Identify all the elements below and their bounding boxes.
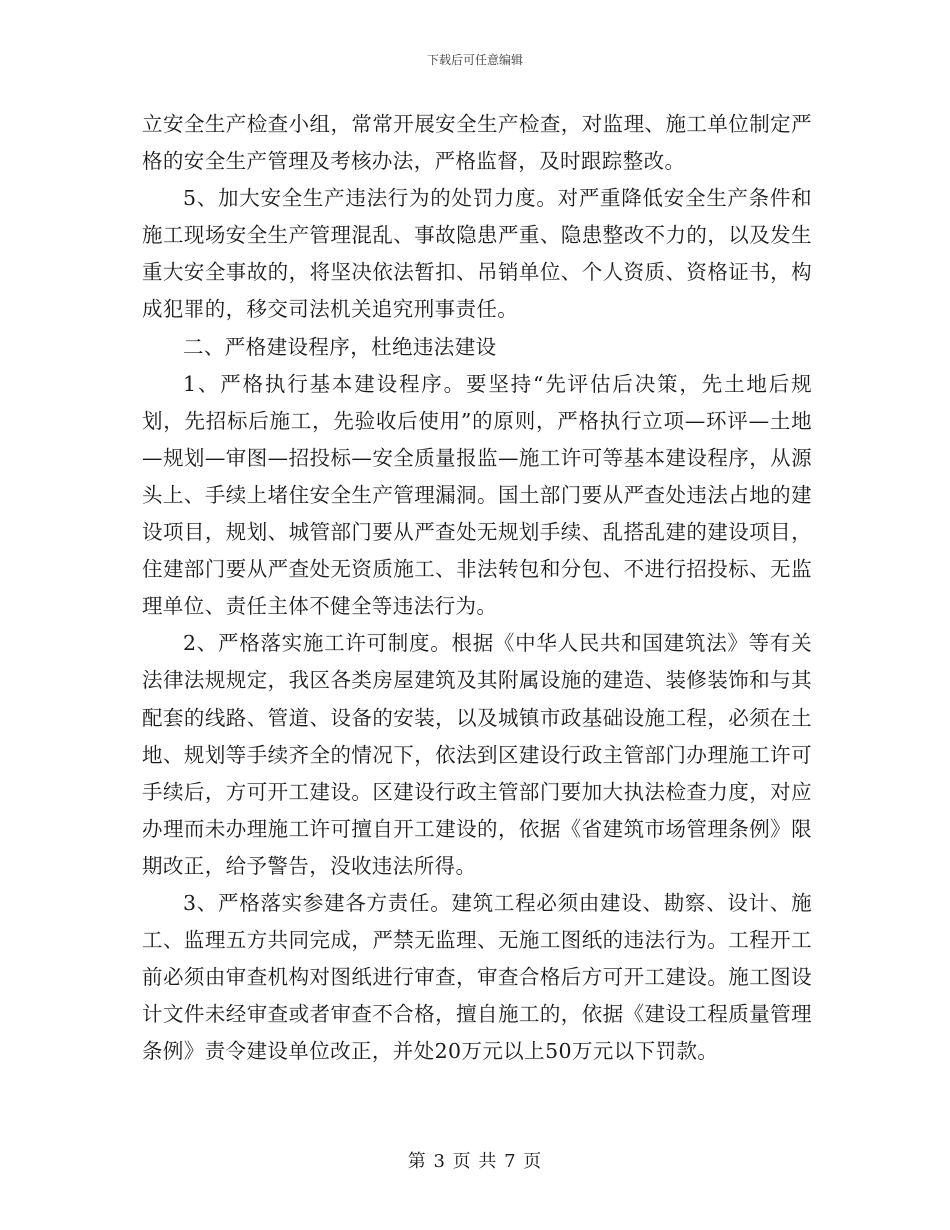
total-page-count: 7 <box>504 1151 517 1172</box>
footer-suffix: 页 <box>523 1151 543 1172</box>
footer-prefix: 第 <box>407 1151 427 1172</box>
paragraph-item-3: 3、严格落实参建各方责任。建筑工程必须由建设、勘察、设计、施工、监理五方共同完成，严禁无监理、无施工图纸的违法行为。工程开工前必须由审查机构对图纸进行审查，审查合格后方可开工建设。施工图设计文件未经审查或者审查不合格，擅自施工的，依据《建设工程质量管理条例》责令建设单位改正，并处20万元以上50万元以下罚款。 <box>142 890 812 1064</box>
document-body <box>142 106 812 1070</box>
header-text: 下载后可任意编辑 <box>426 53 523 67</box>
page-header <box>0 52 950 68</box>
paragraph-continuation: 立安全生产检查小组，常常开展安全生产检查，对监理、施工单位制定严格的安全生产管理及考核办法，严格监督，及时跟踪整改。 <box>142 112 812 174</box>
current-page-number: 3 <box>433 1151 446 1172</box>
paragraph-item-1: 1、严格执行基本建设程序。要坚持“先评估后决策，先土地后规划，先招标后施工，先验收后使用”的原则，严格执行立项—环评—土地—规划—审图—招投标—安全质量报监—施工许可等基本建设程序，从源头上、手续上堵住安全生产管理漏洞。国土部门要从严查处违法占地的建设项目，规划、城管部门要从严查处无规划手续、乱搭乱建的建设项目，住建部门要从严查处无资质施工、非法转包和分包、不进行招投标、无监理单位、责任主体不健全等违法行为。 <box>142 371 812 619</box>
section-heading: 二、严格建设程序，杜绝违法建设 <box>183 334 497 359</box>
page-footer <box>0 1151 950 1173</box>
paragraph-item-5: 5、加大安全生产违法行为的处罚力度。对严重降低安全生产条件和施工现场安全生产管理混乱、事故隐患严重、隐患整改不力的，以及发生重大安全事故的，将坚决依法暂扣、吊销单位、个人资质、资格证书，构成犯罪的，移交司法机关追究刑事责任。 <box>142 186 812 322</box>
paragraph-item-2: 2、严格落实施工许可制度。根据《中华人民共和国建筑法》等有关法律法规规定，我区各类房屋建筑及其附属设施的建造、装修装饰和与其配套的线路、管道、设备的安装，以及城镇市政基础设施工程，必须在土地、规划等手续齐全的情况下，依法到区建设行政主管部门办理施工许可手续后，方可开工建设。区建设行政主管部门要加大执法检查力度，对应办理而未办理施工许可擅自开工建设的，依据《省建筑市场管理条例》限期改正，给予警告，没收违法所得。 <box>142 631 812 878</box>
footer-middle: 页 共 <box>452 1151 498 1172</box>
